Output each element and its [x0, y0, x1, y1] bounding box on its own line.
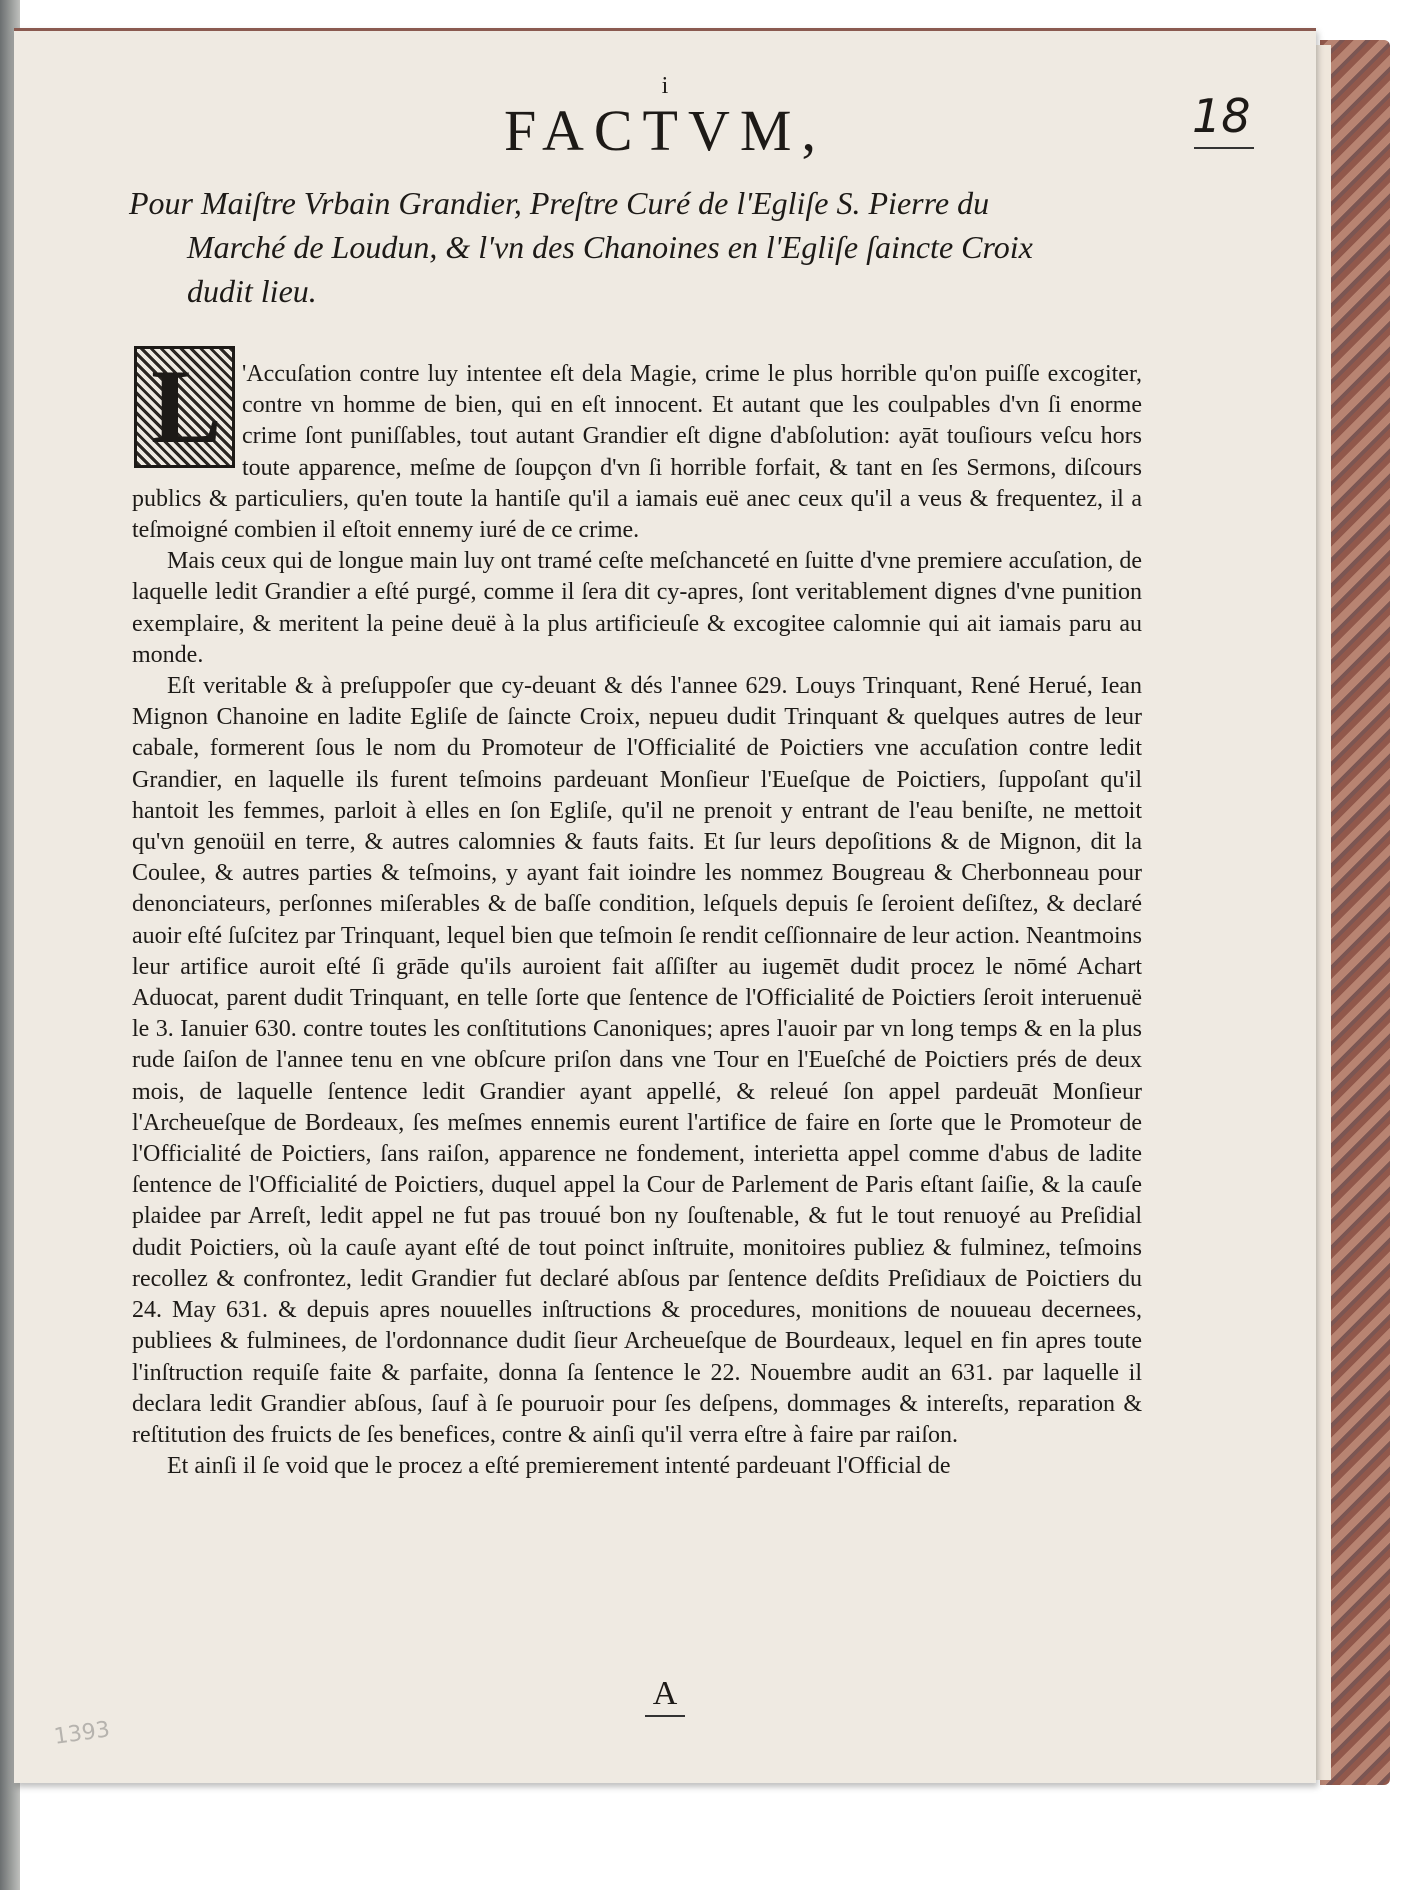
drop-cap-letter: L [151, 348, 222, 465]
body-text [132, 359, 1142, 1482]
book-page [14, 28, 1316, 1783]
subtitle-line-1: Pour Maiſtre Vrbain Grandier, Preſtre Curé de l'Egliſe S. Pierre du [129, 185, 990, 221]
folio-number: 18 [1192, 89, 1251, 143]
paragraph: Eſt veritable & à preſuppoſer que cy-deuant & dés l'annee 629. Louys Trinquant, René Herué, Iean Mignon Chanoine en ladite Egliſe de ſaincte Croix, nepueu dudit Trinquant & quelques autres de leur cabale, formerent ſous le nom du Promoteur de l'Officialité de Poictiers vne accuſation contre ledit Grandier, en laquelle ils furent teſmoins pardeuant Monſieur l'Eueſque de Poictiers, ſuppoſant qu'il hantoit les femmes, parloit à elles en ſon Egliſe, qu'il ne prenoit y entrant de l'eau beniſte, ne mettoit qu'vn genoüil en terre, & autres calomnies & fauts faits. Et ſur leurs depoſitions & de Mignon, dit la Coulee, & autres parties & teſmoins, y ayant fait ioindre les nommez Bougreau & Cherbonneau pour denonciateurs, perſonnes miſerables & de baſſe condition, leſquels depuis ſe ſeroient deſiſtez, & declaré auoir eſté ſuſcitez par Trinquant, lequel bien que teſmoin ſe rendit ceſſionnaire de leur action. Neantmoins leur artifice auroit eſté ſi grāde qu'ils auroient fait aſſiſter au iugemēt dudit procez le nōmé Achart Aduocat, parent dudit Trinquant, en telle ſorte que ſentence de l'Officialité de Poictiers ſeroit interuenuë le 3. Ianuier 630. contre toutes les conſtitutions Canoniques; apres l'auoir par vn long temps & en la plus rude ſaiſon de l'annee tenu en vne obſcure priſon dans vne Tour en l'Eueſché de Poictiers prés de deux mois, de laquelle ſentence ledit Grandier ayant appellé, & releué ſon appel pardeuāt Monſieur l'Archeueſque de Bordeaux, ſes meſmes ennemis eurent l'artifice de faire en ſorte que le Promoteur de l'Officialité de Poictiers, ſans raiſon, apparence ne fondement, interietta appel comme d'abus de ladite ſentence de l'Officialité de Poictiers, duquel appel la Cour de Parlement de Paris eſtant ſaiſie, & la cauſe plaidee par Arreſt, ledit appel ne fut pas trouué bon ny ſouſtenable, & fut le tout renuoyé au Preſidial dudit Poictiers, où la cauſe ayant eſté de tout poinct inſtruite, monitoires publiez & fulminez, teſmoins recollez & confrontez, ledit Grandier fut declaré abſous par ſentence deſdits Preſidiaux de Poictiers du 24. May 631. & depuis apres nouuelles inſtructions & procedures, monitions de nouueau decernees, publiees & fulminees, de l'ordonnance dudit ſieur Archeueſque de Bourdeaux, lequel en fin apres toute l'inſtruction requiſe faite & parfaite, donna ſa ſentence le 22. Nouembre audit an 631. par laquelle il declara ledit Grandier abſous, ſauf à ſe pouruoir pour ſes deſpens, dommages & intereſts, reparation & reſtitution des fruicts de ſes benefices, contre & ainſi qu'il verra eſtre à faire par raiſon. [132, 673, 1142, 1448]
paragraph: Et ainſi il ſe void que le procez a eſté premierement intenté pardeuant l'Official de [167, 1453, 951, 1480]
subtitle-line-2: Marché de Loudun, & l'vn des Chanoines en l'Egliſe ſaincte Croix [187, 229, 1033, 265]
paragraph: 'Accuſation contre luy intentee eſt dela Magie, crime le plus horrible qu'on puiſſe excogiter, contre vn homme de bien, qui en eſt innocent. Et autant que les coulpables d'vn ſi enorme crime ſont puniſſables, tout autant Grandier eſt digne d'abſolution: ayāt touſiours veſcu hors toute apparence, meſme de ſoupçon d'vn ſi horrible forfait, & tant en ſes Sermons, diſcours publics & particuliers, qu'en toute la hantiſe qu'il a iamais euë anec ceux qu'il a veus & frequentez, il a teſmoigné combien il eſtoit ennemy iuré de ce crime. [132, 361, 1142, 544]
subtitle [129, 181, 1139, 313]
signature-bottom: A [14, 1675, 1316, 1717]
page-title: FACTVM, [504, 98, 826, 163]
drop-cap-ornament [134, 346, 235, 468]
paragraph: Mais ceux qui de longue main luy ont tramé ceſte meſchanceté en ſuitte d'vne premiere accuſation, de laquelle ledit Grandier a eſté purgé, comme il ſera dit cy-apres, ſont veritablement dignes d'vne punition exemplaire, & meritent la peine deuë à la plus artificieuſe & excogitee calomnie qui ait iamais paru au monde. [132, 548, 1142, 668]
signature-mark: i [661, 73, 669, 99]
pencil-note: 1393 [52, 1717, 112, 1750]
subtitle-line-3: dudit lieu. [187, 273, 317, 309]
folio-underline [1194, 147, 1254, 149]
